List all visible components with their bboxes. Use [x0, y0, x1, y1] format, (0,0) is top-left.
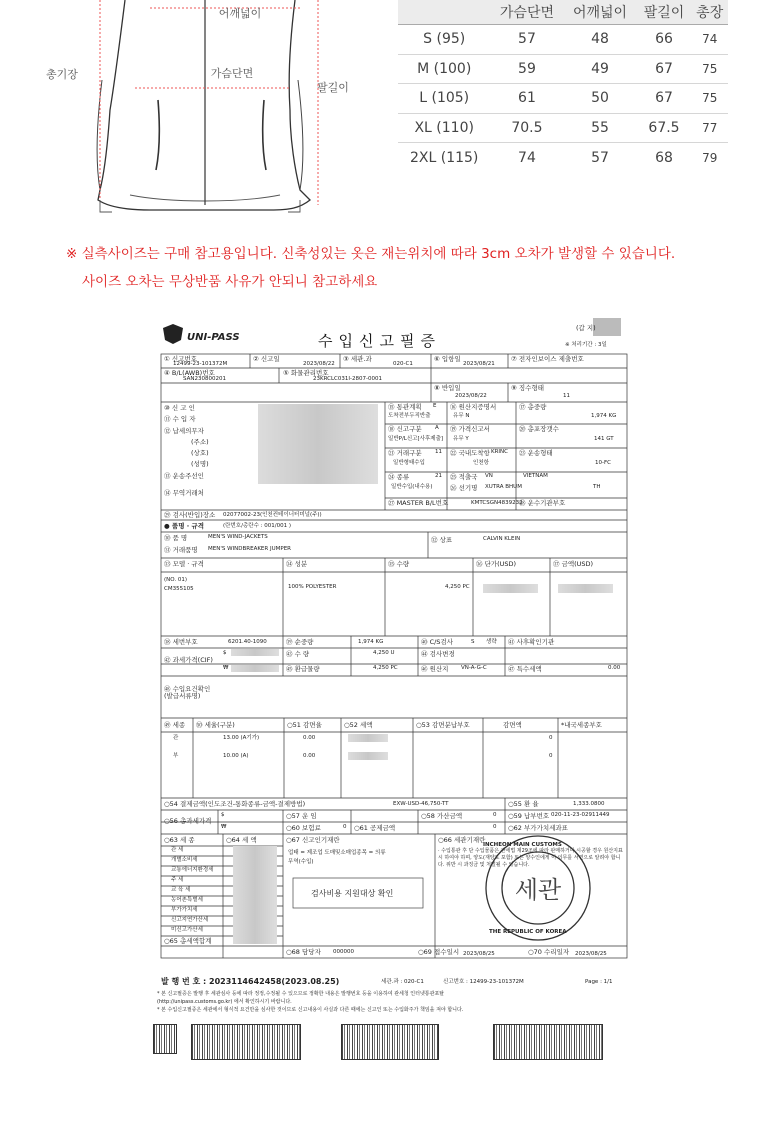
footnote-1b: (http://unipass.customs.go.kr) 에서 확인하시기 바랍니다.: [157, 999, 292, 1005]
exchange-rate-label: ○55 환 율: [508, 800, 539, 808]
vessel-value: XUTRA BHUM: [485, 484, 522, 490]
import-requirement-label: ㊽ 수입요건확인 (발급서류명): [164, 685, 211, 700]
quantity-label: ㉟ 수량: [388, 560, 410, 568]
inspection-change-label: ㊹ 검사변경: [421, 650, 455, 658]
decl-no-label: ① 신고번호: [164, 355, 198, 363]
issue-page: Page : 1/1: [585, 979, 613, 985]
chest-cell: 59: [490, 54, 563, 84]
deduction-label: ○61 공제금액: [354, 824, 396, 832]
sleeve-cell: 68: [655, 149, 673, 166]
vessel-flag: TH: [593, 484, 601, 490]
taxable-value-label: ㊷ 과세가격(CIF): [164, 656, 213, 664]
customs-note-label: ○66 세관기재란: [438, 836, 486, 844]
party-label-name: (성명): [191, 460, 209, 468]
refund-qty-value: 4,250 PC: [373, 665, 398, 671]
tax-amount-col-label: ○52 세액: [344, 721, 373, 729]
export-country-value: VIETNAM: [523, 473, 548, 479]
redacted-krw-value: [231, 665, 279, 672]
cargo-no-value: 23KRCLC031I-2807-0001: [313, 376, 382, 382]
tax2-rate: 10.00 (A): [223, 753, 249, 759]
insurance-label: ○60 보험료: [286, 824, 321, 832]
gross-weight-label: ⑰ 총중량: [519, 403, 547, 411]
unit-price-label: ㊱ 단가(USD): [476, 560, 517, 568]
cargo-no-label: ⑤ 화물관리번호: [283, 369, 329, 377]
party-label-declarant: ⑩ 신 고 인: [164, 404, 195, 412]
transport-mode-value: 10-FC: [595, 460, 611, 466]
diagram-label-total-length: 총기장: [46, 68, 78, 81]
import-declaration-certificate: [153, 318, 631, 964]
vessel-label: ㉖ 선기명: [450, 484, 478, 492]
taxable-value-krw: ₩: [223, 665, 229, 671]
size-cell: 2XL (115): [410, 149, 479, 166]
price-decl-label: ⑲ 가격신고서: [450, 425, 490, 433]
received-label: ○69 접수일시: [418, 948, 460, 956]
redacted-unit-price: [483, 584, 538, 593]
customs-office-label: ③ 세관.과: [343, 355, 372, 363]
tax1-reduction-amount: 0: [549, 735, 553, 741]
trade-type-value: 일반형태수입: [393, 460, 425, 466]
length-cell: 75: [691, 54, 728, 84]
tax-name-rural: 농어촌특별세: [171, 897, 203, 903]
header-chest: 가슴단면: [490, 0, 563, 25]
carry-in-date-value: 2023/08/22: [455, 393, 487, 399]
redacted-amount: [558, 584, 613, 593]
origin-cert-value: 유무 N: [453, 413, 470, 419]
hs-code-value: 6201.40-1090: [228, 639, 267, 645]
collection-type-value: 11: [563, 393, 570, 399]
officer-label: ○68 담당자: [286, 948, 321, 956]
accepted-value: 2023/08/25: [575, 951, 607, 957]
collection-type-label: ⑨ 징수형태: [511, 384, 545, 392]
decl-no-value: 12499-23-101372M: [173, 361, 228, 367]
tax1-reduction: 0.00: [303, 735, 316, 741]
barcode-block-icon: [493, 1024, 603, 1060]
import-kind-label: ㉔ 종류: [388, 473, 410, 481]
party-label-importer: ⑪ 수 입 자: [164, 415, 196, 423]
trade-name-label: ㉛ 거래품명: [164, 546, 198, 554]
diagram-label-chest: 가슴단면: [210, 67, 254, 80]
hs-code-label: ㊳ 세번부호: [164, 638, 198, 646]
redacted-tax2: [348, 752, 388, 760]
party-label-taxpayer: ⑫ 납세의무자: [164, 427, 204, 435]
gross-weight-value: 1,974 KG: [591, 413, 617, 419]
tax-name-education: 교 육 세: [171, 887, 191, 893]
clearance-plan-value: 도착전부두직반출: [388, 413, 431, 419]
jacket-measurement-diagram: [0, 0, 380, 230]
additional-amount-label: ○58 가산금액: [421, 812, 463, 820]
inspection-support-note: 검사비용 지원대상 확인: [311, 889, 394, 898]
accepted-label: ○70 수리일자: [528, 948, 570, 956]
total-taxable-usd: $: [221, 812, 225, 818]
shoulder-cell: 55: [564, 113, 637, 143]
insurance-value: 0: [343, 824, 347, 830]
decl-type-code: A: [435, 425, 439, 431]
arrival-date-value: 2023/08/21: [463, 361, 495, 367]
additional-amount-value: 0: [493, 812, 497, 818]
customs-office-value: 020-C1: [393, 361, 413, 367]
diagram-label-shoulder: 어깨넓이: [218, 7, 262, 20]
footnote-1: * 본 신고필증은 발행 후 세관심사 등에 따라 정정,수정될 수 있으므로 정확한 내용은 발행번호 등을 이용하여 관세청 인터넷통관포탈: [157, 991, 445, 997]
arrival-port-code: KRINC: [491, 449, 509, 455]
header-size: [398, 0, 490, 25]
issue-decl-no: 신고번호 : 12499-23-101372M: [443, 979, 524, 985]
size-notice-line2: 사이즈 오차는 무상반품 사유가 안되니 참고하세요: [82, 274, 378, 290]
seal-bottom-text: THE REPUBLIC OF KOREA: [489, 929, 567, 935]
size-cell: XL (110): [398, 113, 490, 143]
table-row: [398, 113, 728, 143]
length-cell: 75: [691, 84, 728, 114]
seal-top-text: INCHEON MAIN CUSTOMS: [483, 842, 562, 848]
redacted-usd-value: [231, 649, 279, 656]
tax-name-late-penalty: 신고지연가산세: [171, 917, 209, 923]
carry-in-date-label: ⑧ 반입일: [434, 384, 461, 392]
internal-tax-code-label: *내국세종부호: [561, 721, 602, 729]
size-table: [398, 0, 728, 172]
freight-label: ○57 운 임: [286, 812, 317, 820]
price-decl-value: 유무 Y: [453, 436, 469, 442]
origin-cert-label: ⑯ 원산지증명서: [450, 403, 497, 411]
length-cell: 74: [691, 25, 728, 55]
post-check-agency-label: ㊶ 사후확인기관: [508, 638, 555, 646]
processing-period: ※ 처리기간 : 3일: [565, 342, 607, 348]
unipass-logo: [163, 324, 240, 344]
qty-value-2: 4,250 U: [373, 650, 395, 656]
shoulder-cell: 48: [564, 25, 637, 55]
shoulder-cell: 49: [564, 54, 637, 84]
import-kind-code: 21: [435, 473, 442, 479]
table-row: [398, 84, 728, 114]
shoulder-cell: 50: [564, 84, 637, 114]
quantity-value: 4,250 PC: [445, 584, 470, 590]
origin-value: VN-A-G-C: [461, 665, 487, 671]
barcode-block-icon: [341, 1024, 439, 1060]
tax1-rate: 13.00 (A기가): [223, 735, 260, 741]
redacted-tax1: [348, 734, 388, 742]
header-shoulder: 어깨넓이: [564, 0, 637, 25]
chest-cell: 70.5: [490, 113, 563, 143]
size-cell: S (95): [398, 25, 490, 55]
header-length: 총장: [691, 0, 728, 25]
decl-type-label: ⑱ 신고구분: [388, 425, 422, 433]
officer-value: 000000: [333, 949, 354, 955]
item-name-value: MEN'S WIND-JACKETS: [208, 534, 268, 540]
sleeve-cell: 67: [637, 54, 692, 84]
length-cell: 77: [691, 113, 728, 143]
tax-rate-label: ㊿ 세율(구분): [196, 721, 235, 729]
refund-qty-label: ㊺ 환급물량: [286, 665, 320, 673]
clearance-plan-code: E: [433, 403, 437, 409]
barcode-block-icon: [191, 1024, 301, 1060]
tax-name-transport: 교통에너지환경세: [171, 867, 214, 873]
master-bl-label: ㉗ MASTER B/L번호: [388, 499, 449, 507]
party-label-forwarder: ⑬ 운송주선인: [164, 472, 204, 480]
arrival-port-value: 인천항: [473, 460, 489, 466]
reduction-rate-label: ○51 감면율: [287, 721, 322, 729]
total-taxable-krw: ₩: [221, 824, 227, 830]
bl-no-label: ④ B/L(AWB)번호: [164, 369, 215, 377]
arrival-date-label: ⑥ 입항일: [434, 355, 461, 363]
amount-label: ㊲ 금액(USD): [553, 560, 594, 568]
arrival-port-label: ㉒ 국내도착항: [450, 449, 490, 457]
total-tax-label: ○65 총세액합계: [164, 937, 212, 945]
transport-mode-label: ㉓ 운송형태: [519, 449, 553, 457]
tax-name-excise: 개별소비세: [171, 857, 198, 863]
size-cell: L (105): [398, 84, 490, 114]
chest-cell: 57: [490, 25, 563, 55]
total-packages-value: 141 GT: [594, 436, 614, 442]
special-tax-label: ㊼ 특수세액: [508, 665, 542, 673]
party-label-trade-partner: ⑭ 무역거래처: [164, 489, 204, 497]
party-label-company: (상호): [191, 449, 209, 457]
tax-name-header: ○63 세 종: [164, 836, 195, 844]
payment-amount-value: EXW-USD-46,750-TT: [393, 801, 449, 807]
export-country-code: VN: [485, 473, 493, 479]
tax1-type: 관: [173, 735, 179, 741]
redacted-party-info: [258, 404, 378, 484]
length-cell: 79: [702, 150, 718, 165]
certificate-title: 수입신고필증: [318, 332, 441, 350]
component-value: 100% POLYESTER: [288, 584, 337, 590]
chest-cell: 74: [518, 149, 536, 166]
diagram-label-sleeve: 팔길이: [317, 81, 349, 94]
table-row: [398, 143, 728, 172]
barcode-icon: [153, 1024, 177, 1054]
tax-name-liquor: 주 세: [171, 877, 184, 883]
origin-label: ㊻ 원산지: [421, 665, 449, 673]
item-name-label: ㉚ 품 명: [164, 534, 188, 542]
qty-label-2: ㊸ 수 량: [286, 650, 310, 658]
reduction-code-label: ○53 감면분납부호: [416, 721, 470, 729]
size-cell: M (100): [398, 54, 490, 84]
tax-name-customs: 관 세: [171, 847, 184, 853]
tax-name-vat: 부가가치세: [171, 907, 198, 913]
exchange-rate-value: 1,333.0800: [573, 801, 605, 807]
bl-no-value: SAN230800201: [183, 376, 226, 382]
model-spec-label: ㉝ 모델 · 규격: [164, 560, 204, 568]
trade-name-value: MEN'S WINDBREAKER JUMPER: [208, 546, 291, 552]
decl-date-value: 2023/08/22: [303, 361, 335, 367]
payment-no-label: ○59 납부번호: [508, 812, 550, 820]
table-row: [398, 54, 728, 84]
sleeve-cell: 67.5: [637, 113, 692, 143]
received-value: 2023/08/25: [463, 951, 495, 957]
carrier-code-label: ㉘ 운수기관부호: [519, 499, 566, 507]
reduction-amount-label: 감면액: [503, 721, 522, 729]
model-no: (NO. 01): [164, 577, 188, 583]
brand-value: CALVIN KLEIN: [483, 536, 521, 542]
issue-number: 발 행 번 호 : 2023114642458(2023.08.25): [161, 977, 340, 986]
seal-center-text: 세관: [514, 876, 562, 904]
total-taxable-label: ○56 총과세가격: [164, 817, 212, 825]
shoulder-cell: 57: [591, 149, 609, 166]
tax2-reduction: 0.00: [303, 753, 316, 759]
redacted-tax-amounts: [233, 846, 277, 944]
vat-base-label: ○62 부가가치세과표: [508, 824, 568, 832]
footnote-2: * 본 수입신고필증은 세관에서 형식적 요건만을 심사한 것이므로 신고내용이 사실과 다른 때에는 신고인 또는 수입화주가 책임을 져야 합니다.: [157, 1007, 464, 1013]
master-bl-value: KMTCSGN4839232: [471, 500, 523, 506]
e-invoice-label: ⑦ 전자인보이스 제출번호: [511, 355, 584, 363]
customs-note-text: · 수입통관 후 단 수입물품은 관세법 제29조에 따라 판매하거나 시공할 경우 원산지표시 하여야 하며, 양도(재양도 포함) 또는 양수인에게 이 의무를 서면으로 알려야 합니다. 위반 시 과징금 및 처벌될 수 있습니다.: [438, 848, 623, 868]
special-tax-value: 0.00: [608, 665, 621, 671]
cs-inspection-code: S: [471, 639, 475, 645]
total-packages-label: ⑳ 총포장갯수: [519, 425, 559, 433]
tax2-type: 부: [173, 753, 179, 759]
tax-amount-header: ○64 세 액: [226, 836, 257, 844]
svg-text:UNI-PASS: UNI-PASS: [187, 332, 240, 343]
net-weight-value: 1,974 KG: [358, 639, 384, 645]
header-sleeve: 팔길이: [637, 0, 692, 25]
size-notice-line1: ※ 실측사이즈는 구매 참고용입니다. 신축성있는 옷은 재는위치에 따라 3cm 오차가 발생할 수 있습니다.: [66, 246, 676, 262]
item-sequence: (란번호/총란수 : 001/001 ): [223, 523, 291, 529]
decl-date-label: ② 신고일: [253, 355, 280, 363]
deduction-value: 0: [493, 824, 497, 830]
size-table-header: [398, 0, 728, 25]
decl-type-value: 일반P/L신고[사후제출]: [388, 436, 444, 442]
sleeve-cell: 67: [637, 84, 692, 114]
model-code: CM355105: [164, 586, 194, 592]
table-row: [398, 25, 728, 55]
component-label: ㉞ 성분: [286, 560, 308, 568]
inspection-place-label: ㉙ 검사(반입)장소: [164, 511, 216, 519]
brand-label: ㉜ 상표: [431, 536, 453, 544]
cs-inspection-label: ㊵ C/S검사: [421, 638, 453, 646]
tax2-reduction-amount: 0: [549, 753, 553, 759]
payment-amount-label: ○54 결제금액(인도조건-통화종류-금액-결제방법): [164, 800, 306, 808]
item-section-label: ● 품명 · 규격: [164, 522, 205, 530]
sleeve-cell: 66: [637, 25, 692, 55]
inspection-place-value: 02077002-23(인천컨테이너터미널(주)): [223, 512, 322, 518]
payment-no-value: 020-11-23-02911449: [551, 812, 610, 818]
net-weight-label: ㊴ 순중량: [286, 638, 314, 646]
declarant-note-value: 업태 = 제조업 도매및소매업종목 = 의류 무역(수입): [288, 850, 386, 865]
declarant-note-label: ○67 신고인기재란: [286, 836, 340, 844]
trade-type-label: ㉑ 거래구분: [388, 449, 422, 457]
party-label-address: (주소): [191, 438, 209, 446]
import-kind-value: 일반수입(내수용): [391, 484, 433, 490]
tax-type-label: ㊾ 세종: [164, 721, 186, 729]
stamp-label: (갑 지): [576, 324, 596, 332]
tax-name-unreported-penalty: 미신고가산세: [171, 927, 203, 933]
issue-customs: 세관.과 : 020-C1: [381, 979, 424, 985]
taxable-value-usd: $: [223, 650, 227, 656]
clearance-plan-label: ⑮ 통관계획: [388, 403, 422, 411]
export-country-label: ㉕ 적출국: [450, 473, 478, 481]
cs-inspection-value: 생략: [486, 639, 497, 645]
chest-cell: 61: [490, 84, 563, 114]
trade-type-code: 11: [435, 449, 442, 455]
